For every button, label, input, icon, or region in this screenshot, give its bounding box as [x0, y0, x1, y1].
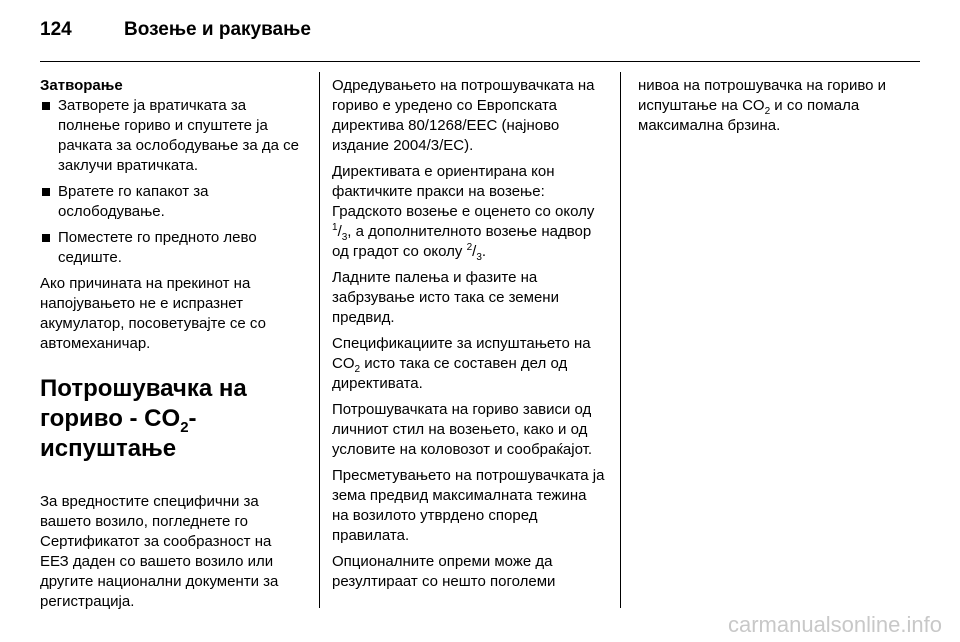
paragraph: Одредувањето на потрошувачката на гориво е уредено со Европската директива 80/1268/EEC (најново издание 2004/3/EC).	[332, 77, 595, 154]
section-heading: Потрошувачка на гориво - $CO_2$-испуштање	[40, 375, 247, 462]
list-item	[40, 96, 302, 176]
column-3	[638, 76, 913, 142]
subheading-closing: Затворање	[40, 77, 123, 94]
column-2	[332, 76, 607, 598]
paragraph: За вредностите специфични за вашето возило, погледнете го Сертификатот за сообразност на ЕЕЗ даден со вашето возило или другите национални документи за регистрација.	[40, 493, 279, 610]
list-item	[40, 182, 302, 222]
watermark: carmanualsonline.info	[727, 612, 942, 637]
paragraph: Пресметувањето на потрошувачката ја зема предвид максималната тежина на возилото утврдено според правилата.	[332, 467, 605, 544]
paragraph: Потрошувачката на гориво зависи од личниот стил на возењето, како и од условите на коловозот и сообраќајот.	[332, 401, 592, 458]
list-item	[40, 228, 302, 268]
column-divider-2	[620, 72, 621, 608]
bullet-square-icon	[42, 102, 50, 110]
paragraph: Ладните палења и фазите на забрзување исто така се земени предвид.	[332, 269, 559, 326]
bullet-square-icon	[42, 234, 50, 242]
paragraph: Спецификациите за испуштањето на $CO_2$ исто така се составен дел од директивата.	[332, 335, 591, 392]
paragraph: Опционалните опреми може да резултираат со нешто поголеми	[332, 553, 556, 590]
bullet-square-icon	[42, 188, 50, 196]
page-header	[0, 0, 960, 62]
bullet-list	[40, 96, 302, 268]
paragraph: Ако причината на прекинот на напојувањето не е испразнет акумулатор, посоветувајте се со автомеханичар.	[40, 275, 266, 352]
list-item-text: Затворете ја вратичката за полнење гориво и спуштете ја рачката за ослободување за да се заклучи вратичката.	[58, 97, 299, 174]
header-rule	[40, 61, 920, 62]
page-title: Возење и ракување	[124, 19, 311, 40]
paragraph: Директивата е ориентирана кон фактичките пракси на возење: Градското возење е оценето со околу $^1/_3$, а дополнителното возење надвор од градот со околу $^2/_3$.	[332, 163, 595, 263]
column-1	[40, 76, 302, 618]
paragraph: нивоа на потрошувачка на гориво и испуштање на $CO_2$ и со помала максимална брзина.	[638, 77, 887, 134]
column-divider-1	[319, 72, 320, 608]
page-number: 124	[40, 19, 72, 40]
list-item-text: Поместете го предното лево седиште.	[58, 229, 257, 266]
list-item-text: Вратете го капакот за ослободување.	[58, 183, 209, 220]
